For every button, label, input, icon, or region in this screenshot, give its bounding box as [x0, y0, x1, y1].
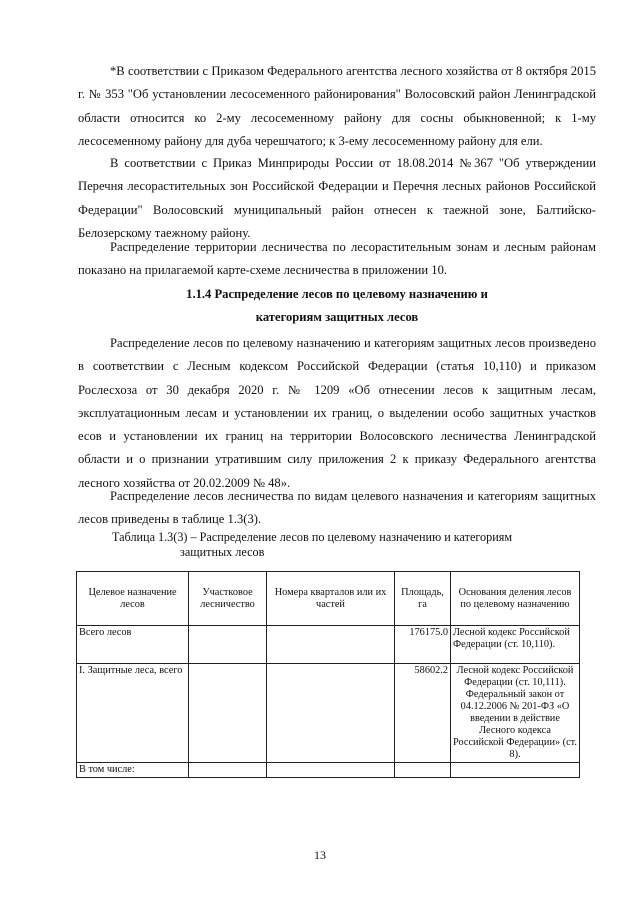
- table-caption: [112, 530, 582, 560]
- cell-quarters: [267, 664, 395, 763]
- header-quarters: Номера кварталов или их частей: [267, 572, 395, 626]
- cell-quarters: [267, 626, 395, 664]
- table-row: [77, 664, 580, 763]
- cell-purpose: Всего лесов: [77, 626, 189, 664]
- cell-area: 58602.2: [395, 664, 451, 763]
- cell-basis: Лесной кодекс Российской Федерации (ст. 10,111). Федеральный закон от 04.12.2006 № 201-ФЗ «О введении в действие Лесного кодекса Российской Федерации» (ст. 8).: [451, 664, 580, 763]
- cell-district: [189, 664, 267, 763]
- cell-district: [189, 626, 267, 664]
- cell-purpose: I. Защитные леса, всего: [77, 664, 189, 763]
- cell-district: [189, 763, 267, 778]
- section-heading-line1: 1.1.4 Распределение лесов по целевому назначению и: [186, 287, 488, 301]
- table-row: [77, 626, 580, 664]
- header-basis: Основания деления лесов по целевому назначению: [451, 572, 580, 626]
- header-district: Участковое лесничество: [189, 572, 267, 626]
- paragraph-map-reference: Распределение территории лесничества по лесорастительным зонам и лесным районам показано на прилагаемой карте-схеме лесничества в приложении 10.: [78, 240, 596, 278]
- cell-quarters: [267, 763, 395, 778]
- cell-purpose: В том числе:: [77, 763, 189, 778]
- paragraph-distribution-basis: Распределение лесов по целевому назначению и категориям защитных лесов произведено в соответствии с Лесным кодексом Российской Федерации (статья 10,110) и приказом Рослесхоза от 30 декабря 2020 г. № 1209 «Об отнесении лесов к защитным лесам, эксплуатационным лесам и установлении их границ, о выделении особо защитных участков есов и установлении их границ на территории Волосовского лесничества Ленинградской области и о признании утратившим силу приложения 2 к приказу Федерального агентства лесного хозяйства от 20.02.2009 № 48».: [78, 336, 596, 490]
- cell-basis: Лесной кодекс Российской Федерации (ст. 10,110).: [451, 626, 580, 664]
- header-purpose: Целевое назначение лесов: [77, 572, 189, 626]
- table-caption-line1: Таблица 1.3(3) – Распределение лесов по целевому назначению и категориям: [112, 530, 513, 544]
- section-heading-line2: категориям защитных лесов: [255, 310, 419, 324]
- cell-area: 176175.0: [395, 626, 451, 664]
- forest-purpose-table: [76, 571, 580, 778]
- page-number: 13: [314, 848, 326, 862]
- cell-area: [395, 763, 451, 778]
- table-caption-line2: защитных лесов: [180, 545, 265, 559]
- cell-basis: [451, 763, 580, 778]
- table-header-row: [77, 572, 580, 626]
- paragraph-seed-zoning: *В соответствии с Приказом Федерального агентства лесного хозяйства от 8 октября 2015 г. № 353 "Об установлении лесосеменного районирования" Волосовский район Ленинградской области относится ко 2-му лесосеменному району для сосны обыкновенной; к 1-му лесосеменному району для дуба черешчатого; к 3-ему лесосеменному району для ели.: [78, 64, 596, 148]
- paragraph-forest-zones: В соответствии с Приказ Минприроды России от 18.08.2014 №367 "Об утверждении Перечня лесорастительных зон Российской Федерации и Перечня лесных районов Российской Федерации" Волосовский муниципальный район отнесен к таежной зоне, Балтийско-Белозерскому таежному району.: [78, 156, 596, 240]
- paragraph-table-reference: Распределение лесов лесничества по видам целевого назначения и категориям защитных лесов приведены в таблице 1.3(3).: [78, 489, 596, 527]
- table-row: [77, 763, 580, 778]
- header-area: Площадь, га: [395, 572, 451, 626]
